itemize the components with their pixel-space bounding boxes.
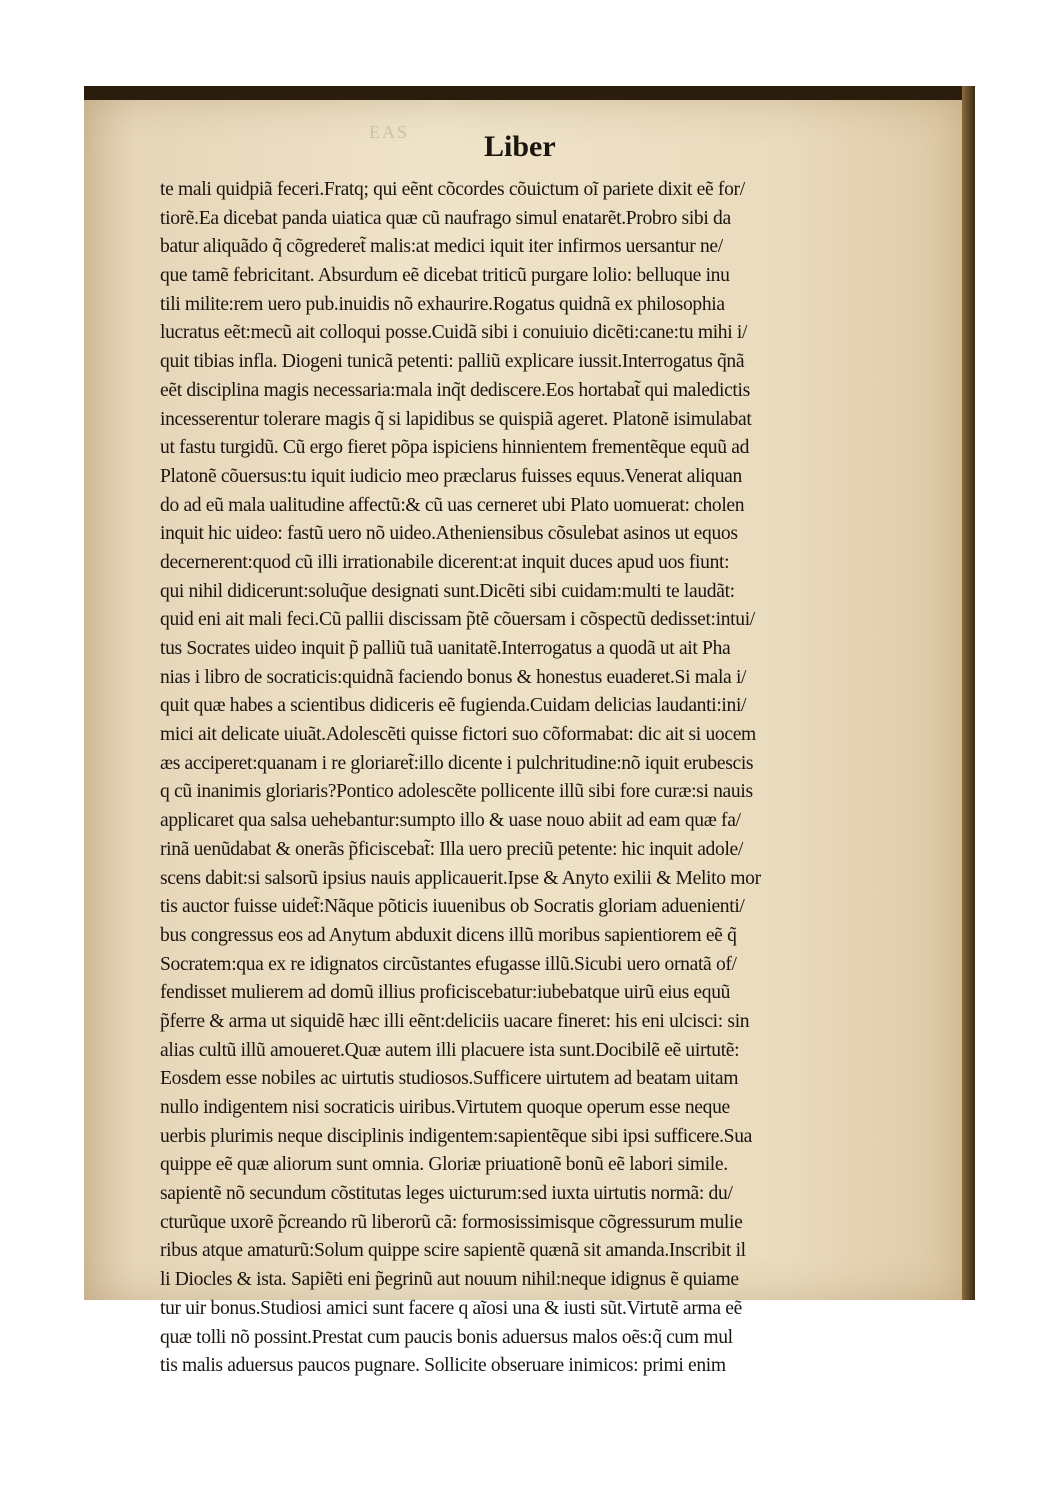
text-line: mici ait delicate uiuãt.Adolescẽti quisse fictori suo cõformabat: dic ait si uocem (160, 724, 756, 746)
text-line: incesserentur tolerare magis q̃ si lapidibus se quispiã ageret. Platonẽ isimulabat (160, 408, 752, 430)
text-line: quæ tolli nõ possint.Prestat cum paucis bonis aduersus malos oẽs:q̃ cum mul (160, 1326, 733, 1348)
text-line: li Diocles & ista. Sapiẽti eni p̃egrinũ aut nouum nihil:neque idignus ẽ quiame (160, 1269, 739, 1291)
text-line: nullo indigentem nisi socraticis uiribus.Virtutem quoque operum esse neque (160, 1097, 730, 1118)
text-line: fendisset mulierem ad domũ illius proficiscebatur:iubebatque uirũ eius equũ (160, 982, 731, 1004)
text-line: Eosdem esse nobiles ac uirtutis studiosos.Sufficere uirtutem ad beatam uitam (160, 1068, 739, 1090)
text-line: te mali quidpiã feceri.Fratq; qui eẽnt cõcordes cõuictum oĩ pariete dixit eẽ for/ (160, 179, 745, 200)
text-line: tis malis aduersus paucos pugnare. Sollicite obseruare inimicos: primi enim (160, 1355, 726, 1377)
text-line: inquit hic uideo: fastũ uero nõ uideo.Atheniensibus cõsulebat asinos ut equos (160, 523, 738, 545)
text-line: scens dabit:si salsorũ ipsius nauis applicauerit.Ipse & Anyto exilii & Melito mor (160, 867, 761, 889)
text-line: tus Socrates uideo inquit p̃ palliũ tuã uanitatẽ.Interrogatus a quodã ut ait Pha (160, 638, 731, 659)
text-line: tili milite:rem uero pub.inuidis nõ exhaurire.Rogatus quidnã ex philosophia (160, 293, 725, 315)
text-line: batur aliquãdo q̃ cõgrederet̃ malis:at medici iquit iter infirmos uersantur ne/ (160, 236, 723, 258)
text-line: p̃ferre & arma ut siquidẽ hæc illi eẽnt:deliciis uacare fineret: his eni ulcisci: sin (160, 1010, 750, 1032)
text-line: quippe eẽ quæ aliorum sunt omnia. Gloriæ priuationẽ bonũ eẽ labori simile. (160, 1154, 728, 1176)
text-line: alias cultũ illũ amoueret.Quæ autem illi placuere ista sunt.Docibilẽ eẽ uirtutẽ: (160, 1039, 740, 1061)
text-line: tiorẽ.Ea dicebat panda uiatica quæ cũ naufrago simul enatarẽt.Probro sibi da (160, 207, 731, 229)
paper-leaf (84, 100, 962, 1377)
text-line: bus congressus eos ad Anytum abduxit dicens illũ moribus sapientiorem eẽ q̃ (160, 924, 737, 946)
text-line: nias i libro de socraticis:quidnã faciendo bonus & honestus euaderet.Si mala i/ (160, 666, 747, 688)
show-through-text: EAS (369, 122, 410, 142)
text-line: cturũque uxorẽ p̃creando rũ liberorũ cã: formosissimisque cõgressurum mulie (160, 1211, 743, 1233)
text-line: lucratus eẽt:mecũ ait colloqui posse.Cuidã sibi i conuiuio dicẽti:cane:tu mihi i/ (160, 322, 748, 344)
running-head: Liber (484, 130, 556, 163)
text-line: decernerent:quod cũ illi irrationabile dicerent:at inquit duces apud uos fiunt: (160, 551, 730, 573)
text-line: q cũ inanimis gloriaris?Pontico adolescẽte pollicente illũ sibi fore curæ:si nauis (160, 781, 753, 803)
text-line: Socratem:qua ex re idignatos circũstantes efugasse illũ.Sicubi uero ornatã of/ (160, 953, 737, 975)
text-line: quit tibias infla. Diogeni tunicã petenti: palliũ explicare iussit.Interrogatus q̃nã (160, 351, 745, 373)
text-line: do ad eũ mala ualitudine affectũ:& cũ uas cerneret ubi Plato uomuerat: cholen (160, 494, 745, 516)
text-line: ut fastu turgidũ. Cũ ergo fieret põpa ispiciens hinnientem frementẽque equũ ad (160, 437, 750, 459)
text-line: Platonẽ cõuersus:tu iquit iudicio meo præclarus fuisses equus.Venerat aliquan (160, 465, 742, 487)
text-line: qui nihil didicerunt:soluq̃ue designati sunt.Dicẽti sibi cuidam:multi te laudãt: (160, 580, 735, 602)
text-line: quit quæ habes a scientibus didiceris eẽ fugienda.Cuidam delicias laudanti:ini/ (160, 695, 747, 717)
text-line: eẽt disciplina magis necessaria:mala inq̃t dediscere.Eos hortabat̃ qui maledictis (160, 379, 750, 401)
text-line: applicaret qua salsa uehebantur:sumpto illo & uase nouo abiit ad eam quæ fa/ (160, 810, 741, 832)
text-line: que tamẽ febricitant. Absurdum eẽ dicebat triticũ purgare lolio: belluque inu (160, 265, 730, 287)
text-line: tis auctor fuisse uidet̃:Nãque põticis iuuenibus ob Socratis gloriam aduenienti/ (160, 896, 745, 918)
text-line: tur uir bonus.Studiosi amici sunt facere q aĩosi una & iusti sũt.Virtutẽ arma eẽ (160, 1297, 742, 1319)
book-page-scan (84, 86, 975, 1377)
text-line: uerbis plurimis neque disciplinis indigentem:sapientẽque sibi ipsi sufficere.Sua (160, 1125, 752, 1147)
text-line: rinã uenũdabat & onerãs p̃ficiscebat̃: Illa uero preciũ petente: hic inquit adole/ (160, 838, 743, 860)
text-line: quid eni ait mali feci.Cũ pallii discissam p̃tẽ cõuersam i cõspectũ dedisset:intui/ (160, 609, 755, 631)
text-line: ribus atque amaturũ:Solum quippe scire sapientẽ quænã sit amanda.Inscribit il (160, 1240, 746, 1262)
text-line: æs acciperet:quanam i re gloriaret̃:illo dicente i pulchritudine:nõ iquit erubescis (160, 752, 754, 774)
book-edge (962, 86, 975, 1300)
text-line: sapientẽ nõ secundum cõstitutas leges uicturum:sed iuxta uirtutis normã: du/ (160, 1183, 733, 1205)
text-block (160, 176, 930, 1381)
